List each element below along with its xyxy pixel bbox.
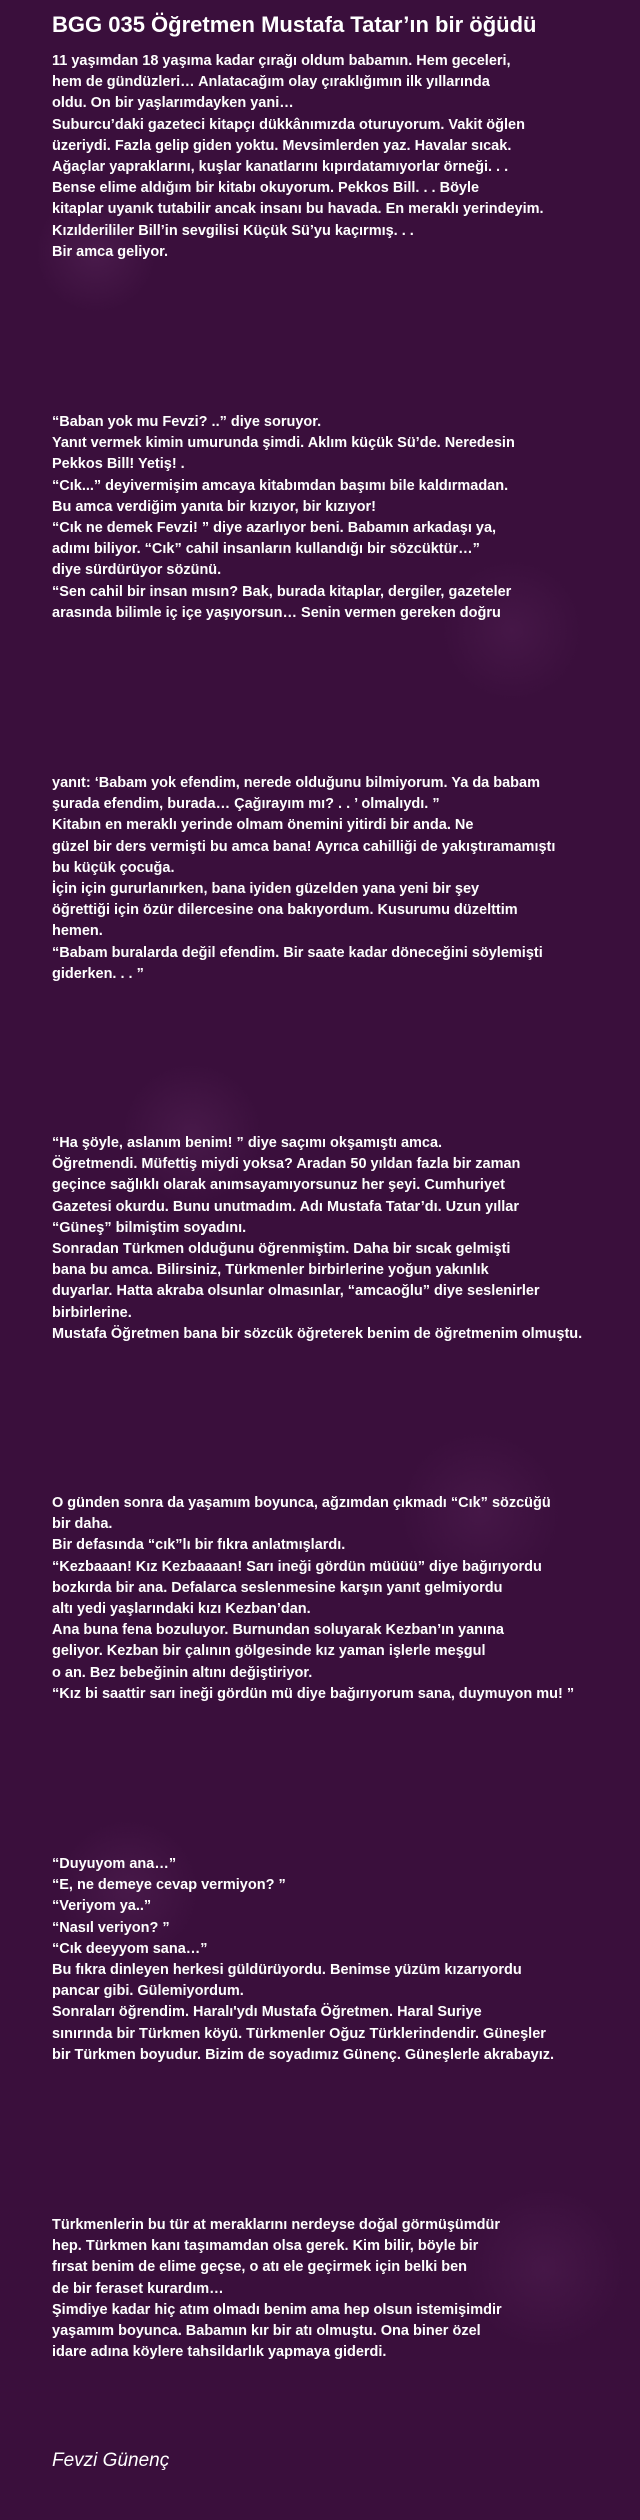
poem-line: Bu fıkra dinleyen herkesi güldürüyordu. Benimse yüzüm kızarıyordu [52, 1962, 522, 1979]
poem-line: geliyor. Kezban bir çalının gölgesinde kız yaman işlerle meşgul [52, 1643, 486, 1660]
poem-line: üzeriydi. Fazla gelip giden yoktu. Mevsimlerden yaz. Havalar sıcak. [52, 137, 512, 154]
poem-line: “Cık ne demek Fevzi! ” diye azarlıyor beni. Babamın arkadaşı ya, [52, 520, 497, 537]
poem-line: fırsat benim de elime geçse, o atı ele geçirmek için belki ben [52, 2259, 468, 2276]
poem-line: hemen. [52, 923, 103, 940]
poem-line: Bense elime aldığım bir kitabı okuyorum. Pekkos Bill. . . Böyle [52, 180, 480, 197]
poem-line: sınırında bir Türkmen köyü. Türkmenler Oğuz Türklerindendir. Güneşler [52, 2025, 546, 2042]
poem-line: “Güneş” bilmiştim soyadını. [52, 1219, 247, 1236]
poem-line: Bu amca verdiğim yanıta bir kızıyor, bir kızıyor! [52, 498, 376, 515]
poem-line: “Babam buralarda değil efendim. Bir saate kadar döneceğini söylemişti [52, 944, 543, 961]
stanza-5 [52, 1493, 640, 1705]
poem-line: diye sürdürüyor sözünü. [52, 562, 222, 579]
poem-line: hem de gündüzleri… Anlatacağım olay çıraklığımın ilk yıllarında [52, 74, 490, 91]
poem-line: Gazetesi okurdu. Bunu unutmadım. Adı Mustafa Tatar’dı. Uzun yıllar [52, 1198, 520, 1215]
stanza-1 [52, 51, 640, 263]
poem-line: yanıt: ‘Babam yok efendim, nerede olduğunu bilmiyorum. Ya da babam [52, 775, 541, 791]
poem-line: Yanıt vermek kimin umurunda şimdi. Aklım küçük Sü’de. Neredesin [52, 435, 515, 452]
poem-line: “Sen cahil bir insan mısın? Bak, burada kitaplar, dergiler, gazeteler [52, 583, 512, 600]
poem-title: BGG 035 Öğretmen Mustafa Tatar’ın bir öğüdü [52, 12, 537, 37]
poem-line: idare adına köylere tahsildarlık yapmaya giderdi. [52, 2344, 387, 2361]
poem-line: kitaplar uyanık tutabilir ancak insanı bu havada. En meraklı yerindeyim. [52, 201, 544, 218]
poem-line: “Veriyom ya..” [52, 1898, 152, 1915]
poem-line: oldu. On bir yaşlarımdayken yani… [52, 95, 294, 112]
poem-line: bu küçük çocuğa. [52, 859, 175, 876]
stanza-3 [52, 773, 640, 985]
poem-line: Bir defasında “cık”lı bir fıkra anlatmışlardı. [52, 1537, 346, 1554]
poem-line: “Baban yok mu Fevzi? ..” diye soruyor. [52, 414, 322, 430]
poem-line: Kızılderililer Bill’in sevgilisi Küçük Sü’yu kaçırmış. . . [52, 222, 414, 239]
author-signature: Fevzi Günenç [52, 2450, 170, 2471]
poem-line: “Kız bi saattir sarı ineği gördün mü diye bağırıyorum sana, duymuyon mu! ” [52, 1685, 575, 1702]
poem-line: Mustafa Öğretmen bana bir sözcük öğreterek benim de öğretmenim olmuştu. [52, 1325, 583, 1342]
poem-line: “Cık...” deyivermişim amcaya kitabımdan başımı bile kaldırmadan. [52, 477, 509, 494]
poem-line: şurada efendim, burada… Çağırayım mı? . . ’ olmalıydı. ” [52, 796, 440, 813]
poem-line: güzel bir ders vermişti bu amca bana! Ayrıca cahilliği de yakıştıramamıştı [52, 838, 556, 855]
poem-line: bir daha. [52, 1516, 113, 1533]
poem-line: “Ha şöyle, aslanım benim! ” diye saçımı okşamıştı amca. [52, 1135, 443, 1151]
poem-line: O günden sonra da yaşamım boyunca, ağzımdan çıkmadı “Cık” sözcüğü [52, 1495, 551, 1511]
poem-line: “Kezbaaan! Kız Kezbaaaan! Sarı ineği gördün müüüü” diye bağırıyordu [52, 1558, 542, 1575]
poem-line: altı yedi yaşlarındaki kızı Kezban’dan. [52, 1601, 311, 1618]
poem-line: Şimdiye kadar hiç atım olmadı benim ama hep olsun istemişimdir [52, 2301, 502, 2318]
stanza-2 [52, 412, 640, 624]
poem-line: Sonraları öğrendim. Haralı'ydı Mustafa Öğretmen. Haral Suriye [52, 2004, 482, 2021]
poem-line: bozkırda bir ana. Defalarca seslenmesine karşın yanıt gelmiyordu [52, 1579, 503, 1596]
poem-line: yaşamım boyunca. Babamın kır bir atı olmuştu. Ona biner özel [52, 2323, 481, 2340]
poem-line: Kitabın en meraklı yerinde olmam önemini yitirdi bir anda. Ne [52, 817, 474, 834]
poem-line: bana bu amca. Bilirsiniz, Türkmenler birbirlerine yoğun yakınlık [52, 1262, 489, 1279]
stanza-7 [52, 2215, 640, 2363]
poem-line: hep. Türkmen kanı taşımamdan olsa gerek. Kim bilir, böyle bir [52, 2238, 479, 2255]
poem-line: duyarlar. Hatta akraba olsunlar olmasınlar, “amcaoğlu” diye seslenirler [52, 1283, 540, 1300]
poem-line: Suburcu’daki gazeteci kitapçı dükkânımızda oturuyorum. Vakit öğlen [52, 116, 525, 133]
poem-line: 11 yaşımdan 18 yaşıma kadar çırağı oldum babamın. Hem geceleri, [52, 53, 511, 69]
poem-line: Ana buna fena bozuluyor. Burnundan soluyarak Kezban’ın yanına [52, 1622, 504, 1639]
poem-line: arasında bilimle iç içe yaşıyorsun… Senin vermen gereken doğru [52, 604, 501, 621]
poem-line: o an. Bez bebeğinin altını değiştiriyor. [52, 1664, 313, 1681]
poem-line: pancar gibi. Gülemiyordum. [52, 1983, 244, 2000]
poem-line: bir Türkmen boyudur. Bizim de soyadımız Günenç. Güneşlerle akrabayız. [52, 2046, 554, 2063]
poem-line: Sonradan Türkmen olduğunu öğrenmiştim. Daha bir sıcak gelmişti [52, 1241, 511, 1258]
poem-line: öğrettiği için özür dilercesine ona bakıyordum. Kusurumu düzelttim [52, 902, 518, 919]
poem-line: Öğretmendi. Müfettiş miydi yoksa? Aradan 50 yıldan fazla bir zaman [52, 1156, 521, 1173]
poem-line: geçince sağlıklı olarak anımsayamıyorsunuz her şeyi. Cumhuriyet [52, 1177, 505, 1194]
poem-line: de bir feraset kurardım… [52, 2280, 224, 2297]
poem-line: “Duyuyom ana…” [52, 1856, 177, 1872]
poem-line: Bir amca geliyor. [52, 243, 169, 260]
poem-line: “Cık deeyyom sana…” [52, 1940, 208, 1957]
poem-line: “Nasıl veriyon? ” [52, 1919, 170, 1936]
poem-line: giderken. . . ” [52, 965, 144, 982]
poem-line: Pekkos Bill! Yetiş! . [52, 456, 185, 473]
stanza-4 [52, 1133, 640, 1345]
poem-line: Türkmenlerin bu tür at meraklarını nerdeyse doğal görmüşümdür [52, 2217, 500, 2233]
poem-line: adımı biliyor. “Cık” cahil insanların kullandığı bir sözcüktür…” [52, 541, 480, 558]
poem-line: birbirlerine. [52, 1304, 132, 1321]
stanza-6 [52, 1854, 640, 2066]
poem-line: “E, ne demeye cevap vermiyon? ” [52, 1877, 286, 1894]
poem-line: Ağaçlar yapraklarını, kuşlar kanatlarını kıpırdatamıyorlar örneği. . . [52, 159, 509, 176]
poem-line: İçin için gururlanırken, bana iyiden güzelden yana yeni bir şey [52, 881, 480, 898]
